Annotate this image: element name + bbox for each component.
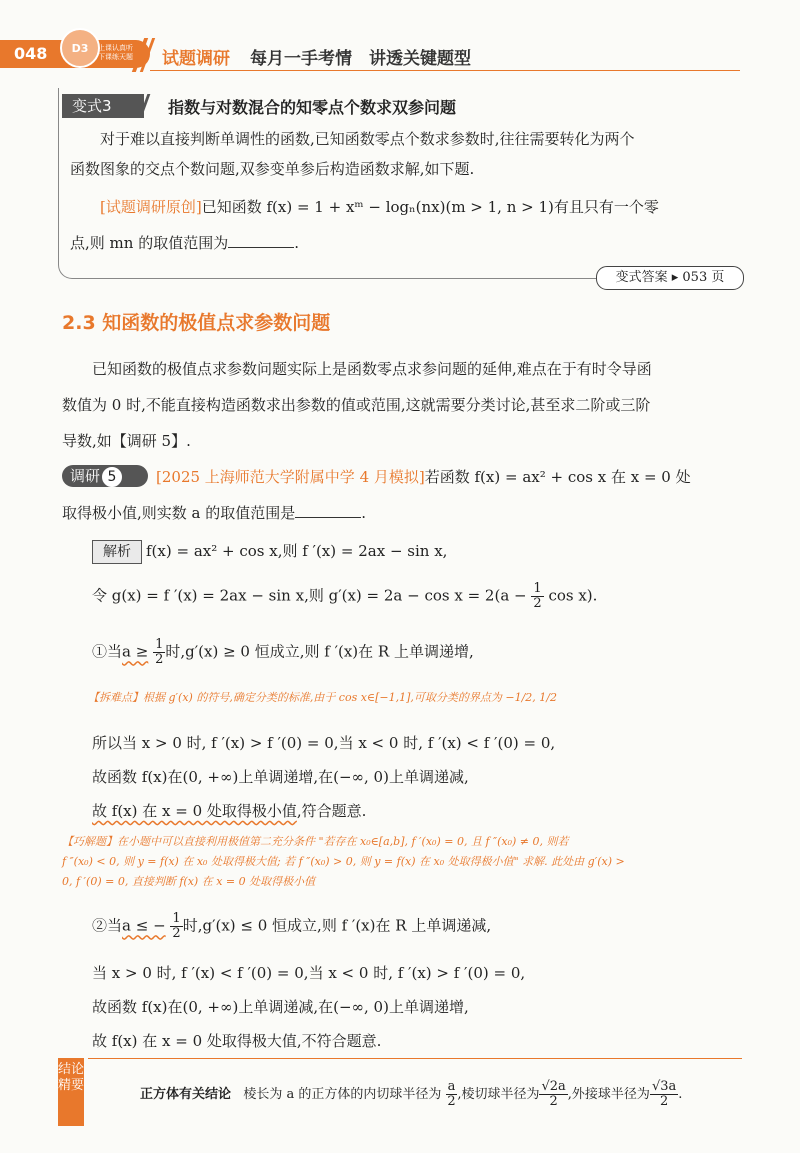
case-2: ②当a ≤ − $\frac{1}{2}$ 时,g′(x) ≤ 0 恒成立,则 f ′(x)在 R 上单调递减, [92, 911, 492, 941]
variant-problem: 点,则 mn 的取值范围为 . [70, 234, 299, 252]
solution-line: 所以当 x > 0 时, f ′(x) > f ′(0) = 0,当 x < 0 时, f ′(x) < f ′(0) = 0, [92, 734, 556, 752]
research-problem: [2025 上海师范大学附属中学 4 月模拟]若函数 f(x) = ax² + cos x 在 x = 0 处 [156, 468, 691, 486]
case-1: ①当a ≥ $\frac{1}{2}$ 时,g′(x) ≥ 0 恒成立,则 f ′(x)在 R 上单调递增, [92, 637, 474, 667]
variant-source: [试题调研原创] [100, 198, 202, 216]
tip-note: 【拆难点】根据 g′(x) 的符号,确定分类的标准,由于 cos x∈[−1,1],可取分类的界点为 −1/2, 1/2 [88, 691, 557, 704]
page-number: 048 [14, 44, 48, 63]
tip-note: 【巧解题】在小题中可以直接利用极值第二充分条件 "若存在 x₀∈[a,b], f ′(x₀) = 0, 且 f ″(x₀) ≠ 0, 则若 [62, 835, 569, 848]
fraction: $\frac{1}{2}$ [155, 637, 164, 667]
tip-note: 0, f ′(0) = 0, 直接判断 f(x) 在 x = 0 处取得极小值 [62, 875, 316, 888]
footer-tab: 结论精要 [58, 1058, 84, 1126]
solution-line: 故函数 f(x)在(0, +∞)上单调递减,在(−∞, 0)上单调递增, [92, 998, 469, 1016]
footer-conclusion: 正方体有关结论 棱长为 a 的正方体的内切球半径为 $\frac{a}{2}$ ,棱切球半径为 $\frac{√2a}{2}$ ,外接球半径为 $\frac{√3a}{2}$ . [140, 1079, 683, 1109]
research-problem: 取得极小值,则实数 a 的取值范围是 . [62, 504, 367, 522]
intro-paragraph: 已知函数的极值点求参数问题实际上是函数零点求参问题的延伸,难点在于有时令导函 [92, 360, 652, 378]
header-slogan: 每月一手考情 讲透关键题型 [250, 49, 471, 69]
fraction: $\frac{1}{2}$ [533, 581, 542, 611]
fraction: $\frac{1}{2}$ [172, 911, 181, 941]
intro-paragraph: 导数,如【调研 5】. [62, 432, 191, 450]
solution-line: 故 f(x) 在 x = 0 处取得极大值,不符合题意. [92, 1032, 382, 1050]
solution-line: 故 f(x) 在 x = 0 处取得极小值,符合题意. [92, 802, 367, 820]
header-rule [150, 70, 740, 71]
solution-tag: 解析 [92, 540, 142, 564]
tip-note: f ″(x₀) < 0, 则 y = f(x) 在 x₀ 处取得极大值; 若 f ″(x₀) > 0, 则 y = f(x) 在 x₀ 处取得极小值" 求解. 此处由 g′(x) > [62, 855, 625, 868]
solution-line: 故函数 f(x)在(0, +∞)上单调递增,在(−∞, 0)上单调递减, [92, 768, 469, 786]
answer-blank [295, 503, 361, 518]
answer-reference: 变式答案 ▸ 053 页 [596, 266, 744, 290]
section-name: 试题调研 [162, 49, 230, 69]
research-source: [2025 上海师范大学附属中学 4 月模拟] [156, 468, 425, 486]
intro-paragraph: 数值为 0 时,不能直接构造函数求出参数的值或范围,这就需要分类讨论,甚至求二阶或三阶 [62, 396, 651, 414]
footer-rule [88, 1058, 742, 1059]
fraction: $\frac{√2a}{2}$ [541, 1079, 566, 1109]
variant-paragraph: 函数图象的交点个数问题,双参变单参后构造函数求解,如下题. [70, 160, 475, 178]
variant-paragraph: 对于难以直接判断单调性的函数,已知函数零点个数求参数时,往往需要转化为两个 [100, 130, 635, 148]
answer-blank [228, 233, 294, 248]
fraction: $\frac{√3a}{2}$ [651, 1079, 677, 1109]
fraction: $\frac{a}{2}$ [447, 1079, 456, 1109]
variant-title: 指数与对数混合的知零点个数求双参问题 [168, 98, 457, 117]
solution-line: 令 g(x) = f ′(x) = 2ax − sin x,则 g′(x) = 2a − cos x = 2(a − $\frac{1}{2}$ cos x). [92, 581, 598, 611]
research-number: 5 [102, 467, 122, 487]
solution-line: 解析 f(x) = ax² + cos x,则 f ′(x) = 2ax − sin x, [92, 540, 447, 564]
variant-problem: [试题调研原创]已知函数 f(x) = 1 + xᵐ − logₙ(nx)(m > 1, n > 1)有且只有一个零 [100, 198, 659, 216]
research-tag: 调研 5 [62, 465, 148, 487]
brand-slogan-small: 上课认真听 下课练天题 [98, 44, 133, 61]
section-title: 2.3 知函数的极值点求参数问题 [62, 312, 331, 334]
variant-tag: 变式3 [62, 94, 144, 118]
brand-badge: D3 [60, 28, 100, 68]
solution-line: 当 x > 0 时, f ′(x) < f ′(0) = 0,当 x < 0 时, f ′(x) > f ′(0) = 0, [92, 964, 526, 982]
